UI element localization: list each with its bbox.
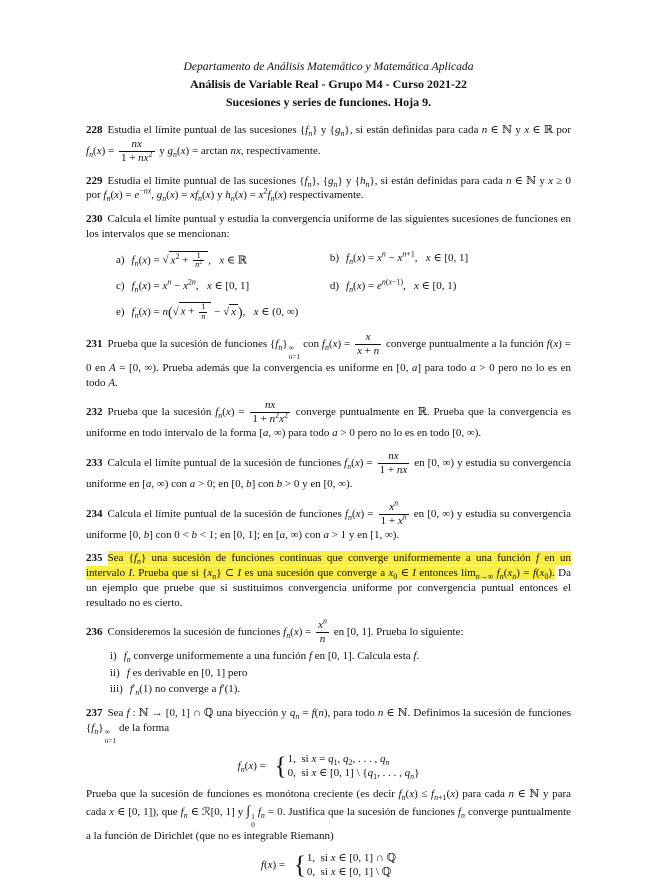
- item-body: $f_n(x) = n(√$ x + $\frac{1}{n}$ − √ x ), x ∈ (0, ∞): [131, 302, 299, 322]
- problem-body: Estudia el límite puntual de las sucesiones $\{f_n\}$, $\{g_n\}$ y $\{h_n\}$, si están definidas para cada n ∈ ℕ y x ≥ 0 por $f_n(x) = e^{-nx}$, $g_n(x) = xf_n(x)$ y $h_n(x) = x^2f_n(x)$ respectivamente.: [86, 174, 571, 204]
- equation-dirichlet-cases: [86, 851, 571, 880]
- item-body: f es derivable en [0, 1] pero: [126, 666, 248, 679]
- problem-body: Calcula el límite puntual de la sucesión de funciones $f_n(x)$ = $\frac{nx}{1 + nx}$ en [0, ∞) y estudia su convergencia uniforme en [a, ∞) con a > 0; en [0, b] con b > 0 y en [0, ∞).: [86, 450, 572, 490]
- problem-number: 228: [86, 124, 103, 136]
- problem-237: [86, 706, 571, 745]
- list-item-ii: [110, 666, 571, 681]
- item-label: a): [116, 254, 125, 267]
- problem-number: 237: [86, 706, 103, 719]
- list-item-c: [116, 279, 330, 294]
- equation-content: f(x) = { 1, si x ∈ [0, 1] ∩ ℚ 0, si x ∈ [0, 1] \ ℚ: [260, 851, 397, 879]
- problem-number: 233: [86, 457, 103, 470]
- equation-content: $f_n(x)$ = { 1, si $x = q_1$, $q_2$, . . . , $q_n$ 0, si x ∈ [0, 1] \ {$q_1$, . . . , $q_n$}: [237, 752, 420, 782]
- list-item-d: [330, 279, 571, 294]
- document-header: [86, 60, 571, 110]
- problem-body-highlighted: Sea $\{f_n\}$ una sucesión de funciones continuas que converge uniformemente a una función f en un intervalo I. Prueba que si $\{x_n\}$ ⊂ I es una sucesión que converge a $x_0$ ∈ I entonces lím$_{n\to\infty}$ $f_n(x_n) = f(x_0)$. Da un ejemplo que pruebe que si sustituimos convergencia uniforme por convergencia puntual entonces el resultado no es cierto.: [86, 552, 572, 609]
- problem-230: [86, 212, 571, 241]
- list-item-e: [116, 302, 330, 321]
- problem-number: 236: [86, 626, 103, 639]
- item-body: $f'_n(1)$ no converge a f′(1).: [129, 683, 241, 698]
- item-body: $f_n$ converge uniformemente a una función f en [0, 1]. Calcula esta f.: [123, 650, 420, 665]
- problem-body: Prueba que la sucesión de funciones es monótona creciente (es decir $f_n(x) \le f_{n+1}(x)$ para cada n ∈ ℕ y para cada x ∈ [0, 1]), que $f_n$ ∈ ℛ[0, 1] y ∫ 1 0 $f_n = 0$. Justifica que la sucesión de funciones $f_n$ converge puntualmente a la función de Dirichlet (que no es integrable Riemann): [86, 788, 572, 843]
- item-body: $f_n(x) = e^{n(x-1)}$, x ∈ [0, 1): [346, 277, 457, 295]
- item-label: d): [329, 279, 340, 292]
- item-label: iii): [110, 683, 123, 696]
- list-item-i: [110, 649, 571, 664]
- equation-fn-cases: [86, 752, 571, 781]
- department-line: Departamento de Análisis Matemático y Matemática Aplicada: [183, 60, 474, 73]
- problem-body: Prueba que la sucesión $f_n(x)$ = $\frac{nx}{1 + n^2x^2}$ converge puntualmente en ℝ. Prueba que la convergencia es uniforme en todo intervalo de la forma [a, ∞) para todo a > 0 pero no lo es en todo [0, ∞).: [86, 399, 571, 440]
- problem-number: 231: [86, 337, 103, 350]
- problem-body: Calcula el límite puntual y estudia la convergencia uniforme de las siguientes sucesiones de funciones en los intervalos que se mencionan:: [86, 213, 571, 240]
- problem-237-continued: [86, 787, 571, 844]
- problems-list: [86, 123, 571, 880]
- problem-229: [86, 174, 571, 203]
- problem-body: Estudia el límite puntual de las sucesiones $\{f_n\}$ y $\{g_n\}$, si están definidas para cada n ∈ ℕ y x ∈ ℝ por $f_n(x)$ = $\frac{nx}{1 + nx^2}$ y $g_n(x) = \arctan$ nx, respectivamente.: [86, 124, 571, 164]
- item-body: $f_n(x) = x^n - x^{n+1}$, x ∈ [0, 1]: [346, 248, 469, 266]
- problem-235: [86, 551, 571, 610]
- list-item-iii: [110, 682, 571, 697]
- problem-228: [86, 123, 571, 165]
- item-body: $f_n(x) = x^n - x^{2n}$, x ∈ [0, 1]: [131, 277, 250, 295]
- problem-236-items: [86, 649, 571, 697]
- item-label: i): [110, 650, 117, 663]
- sheet-title-line: Sucesiones y series de funciones. Hoja 9.: [225, 95, 432, 109]
- problem-body: Sea f : ℕ → [0, 1] ∩ ℚ una biyección y $q_n = f(n)$, para todo n ∈ ℕ. Definimos la sucesión de funciones $\{f_n\}$ ∞ n=1 de la forma: [86, 706, 571, 745]
- problem-body: Consideremos la sucesión de funciones $f_n(x)$ = $\frac{x^n}{n}$ en [0, 1]. Prueba lo siguiente:: [107, 616, 464, 646]
- problem-number: 230: [86, 213, 103, 226]
- problem-233: [86, 450, 571, 492]
- problem-number: 229: [86, 174, 103, 187]
- problem-body: Calcula el límite puntual de la sucesión de funciones $f_n(x)$ = $\frac{x^n}{1 + x^n}$ en [0, ∞) y estudia su convergencia uniforme [0, b] con 0 < b < 1; en [0, 1]; en [a, ∞) con a > 1 y en [1, ∞).: [86, 498, 572, 541]
- problem-number: 235: [86, 552, 103, 565]
- item-body: $f_n(x)$ = √ $x^2$ + $\frac{1}{n^2}$ , x ∈ ℝ: [131, 250, 247, 270]
- problem-232: [86, 399, 571, 441]
- item-label: c): [116, 279, 125, 292]
- problem-236: [86, 616, 571, 646]
- list-item-a: [116, 251, 330, 270]
- item-label: e): [116, 306, 125, 319]
- item-label: b): [329, 251, 340, 264]
- item-label: ii): [110, 666, 120, 679]
- problem-234: [86, 498, 572, 543]
- problem-number: 234: [86, 507, 103, 520]
- list-item-b: [329, 248, 571, 270]
- course-title-line: Análisis de Variable Real - Grupo M4 - Curso 2021-22: [189, 76, 467, 91]
- problem-231: [86, 331, 571, 391]
- problem-body: Prueba que la sucesión de funciones $\{f_n\}$ ∞ n=1 con $f_n(x)$ = $\frac{x}{x + n}$ converge puntualmente a la función f(x) = 0 en A = [0, ∞). Prueba además que la convergencia es uniforme en [0, a] para todo a > 0 pero no lo es en todo A.: [86, 330, 571, 389]
- problem-number: 232: [86, 406, 103, 419]
- problem-230-items: [86, 248, 571, 322]
